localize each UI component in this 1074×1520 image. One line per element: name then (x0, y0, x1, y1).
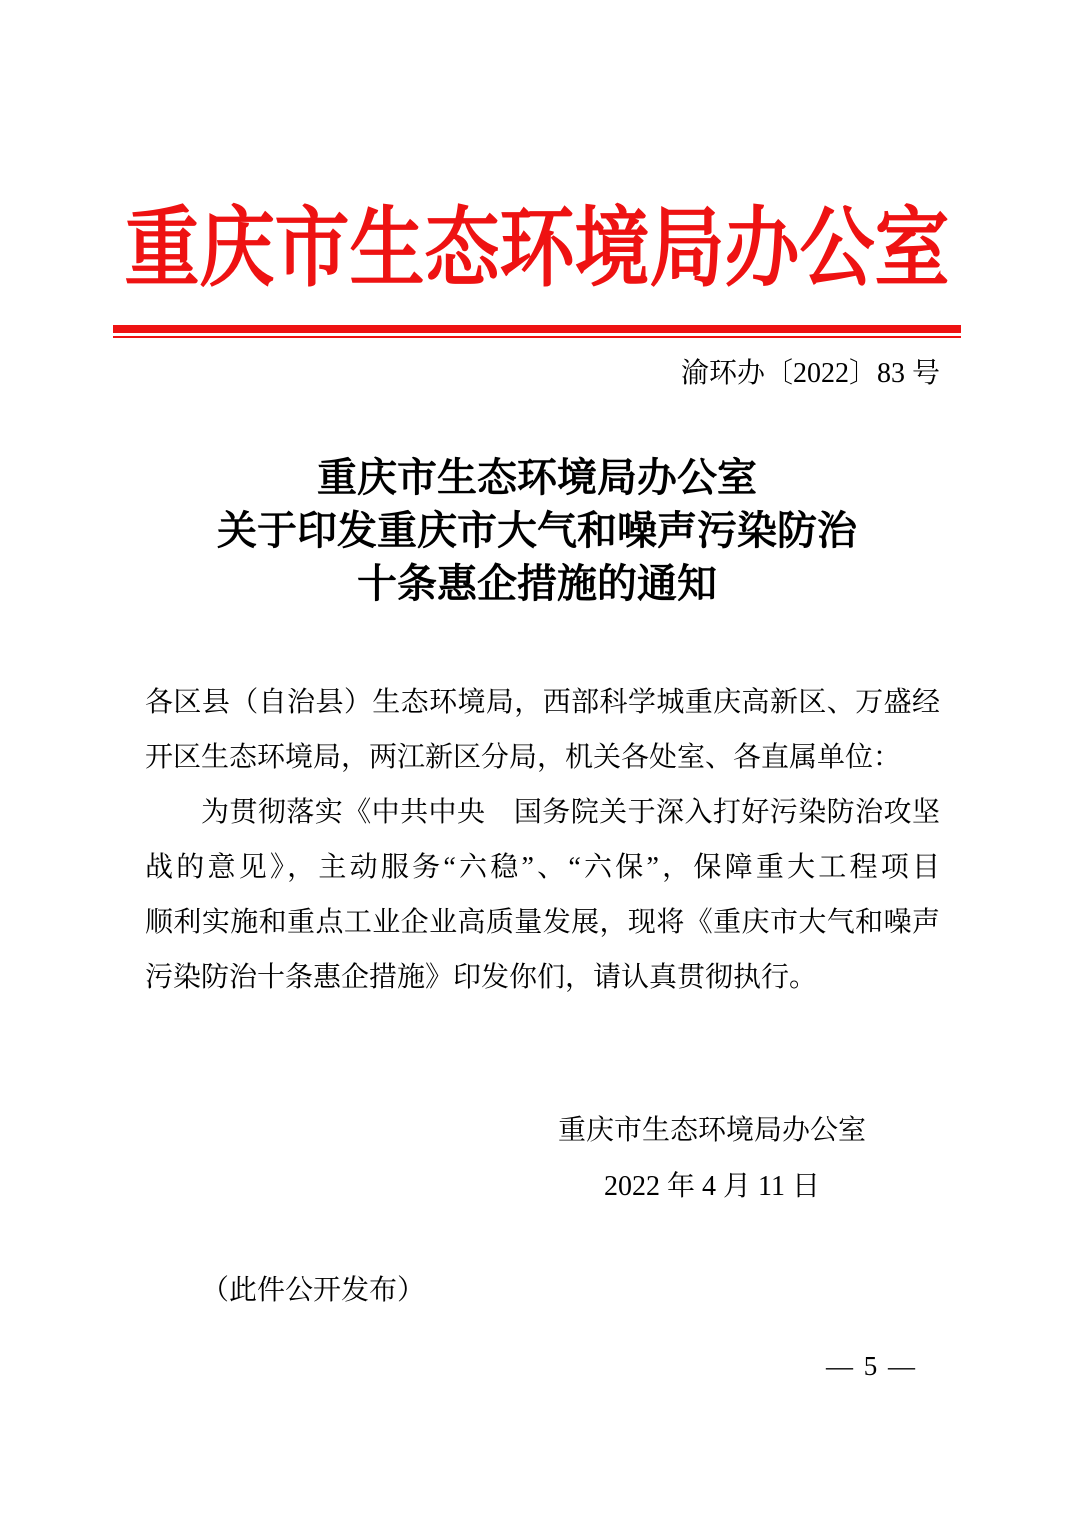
letterhead-rule-thick (113, 325, 961, 333)
notice-body (145, 675, 940, 1005)
recipient-line: 各区县（自治县）生态环境局，西部科学城重庆高新区、万盛经 (145, 687, 940, 718)
paragraph-line: 污染防治十条惠企措施》印发你们，请认真贯彻执行。 (145, 962, 818, 993)
notice-title-line-2: 关于印发重庆市大气和噪声污染防治 (217, 508, 857, 553)
paragraph-line: 顺利实施和重点工业企业高质量发展，现将《重庆市大气和噪声 (145, 907, 940, 938)
notice-title (0, 451, 1074, 610)
paragraph-line: 战的意见》，主动服务“六稳”、“六保”，保障重大工程项目 (145, 852, 940, 883)
letterhead-rule-thin (113, 336, 961, 338)
page-number: — 5 — (826, 1351, 917, 1381)
signature-block (558, 1103, 866, 1215)
notice-title-line-3: 十条惠企措施的通知 (357, 561, 717, 606)
recipient-line: 开区生态环境局，两江新区分局，机关各处室、各直属单位： (145, 742, 902, 773)
signature-date: 2022 年 4 月 11 日 (604, 1171, 820, 1202)
document-reference-number: 渝环办〔2022〕83 号 (680, 358, 940, 389)
paragraph-line: 为贯彻落实《中共中央 国务院关于深入打好污染防治攻坚 (201, 797, 940, 828)
letterhead-agency-title: 重庆市生态环境局办公室 (124, 201, 950, 298)
signature-organization: 重庆市生态环境局办公室 (557, 1115, 866, 1146)
notice-title-line-1: 重庆市生态环境局办公室 (317, 455, 757, 500)
public-release-note: （此件公开发布） (201, 1275, 426, 1306)
